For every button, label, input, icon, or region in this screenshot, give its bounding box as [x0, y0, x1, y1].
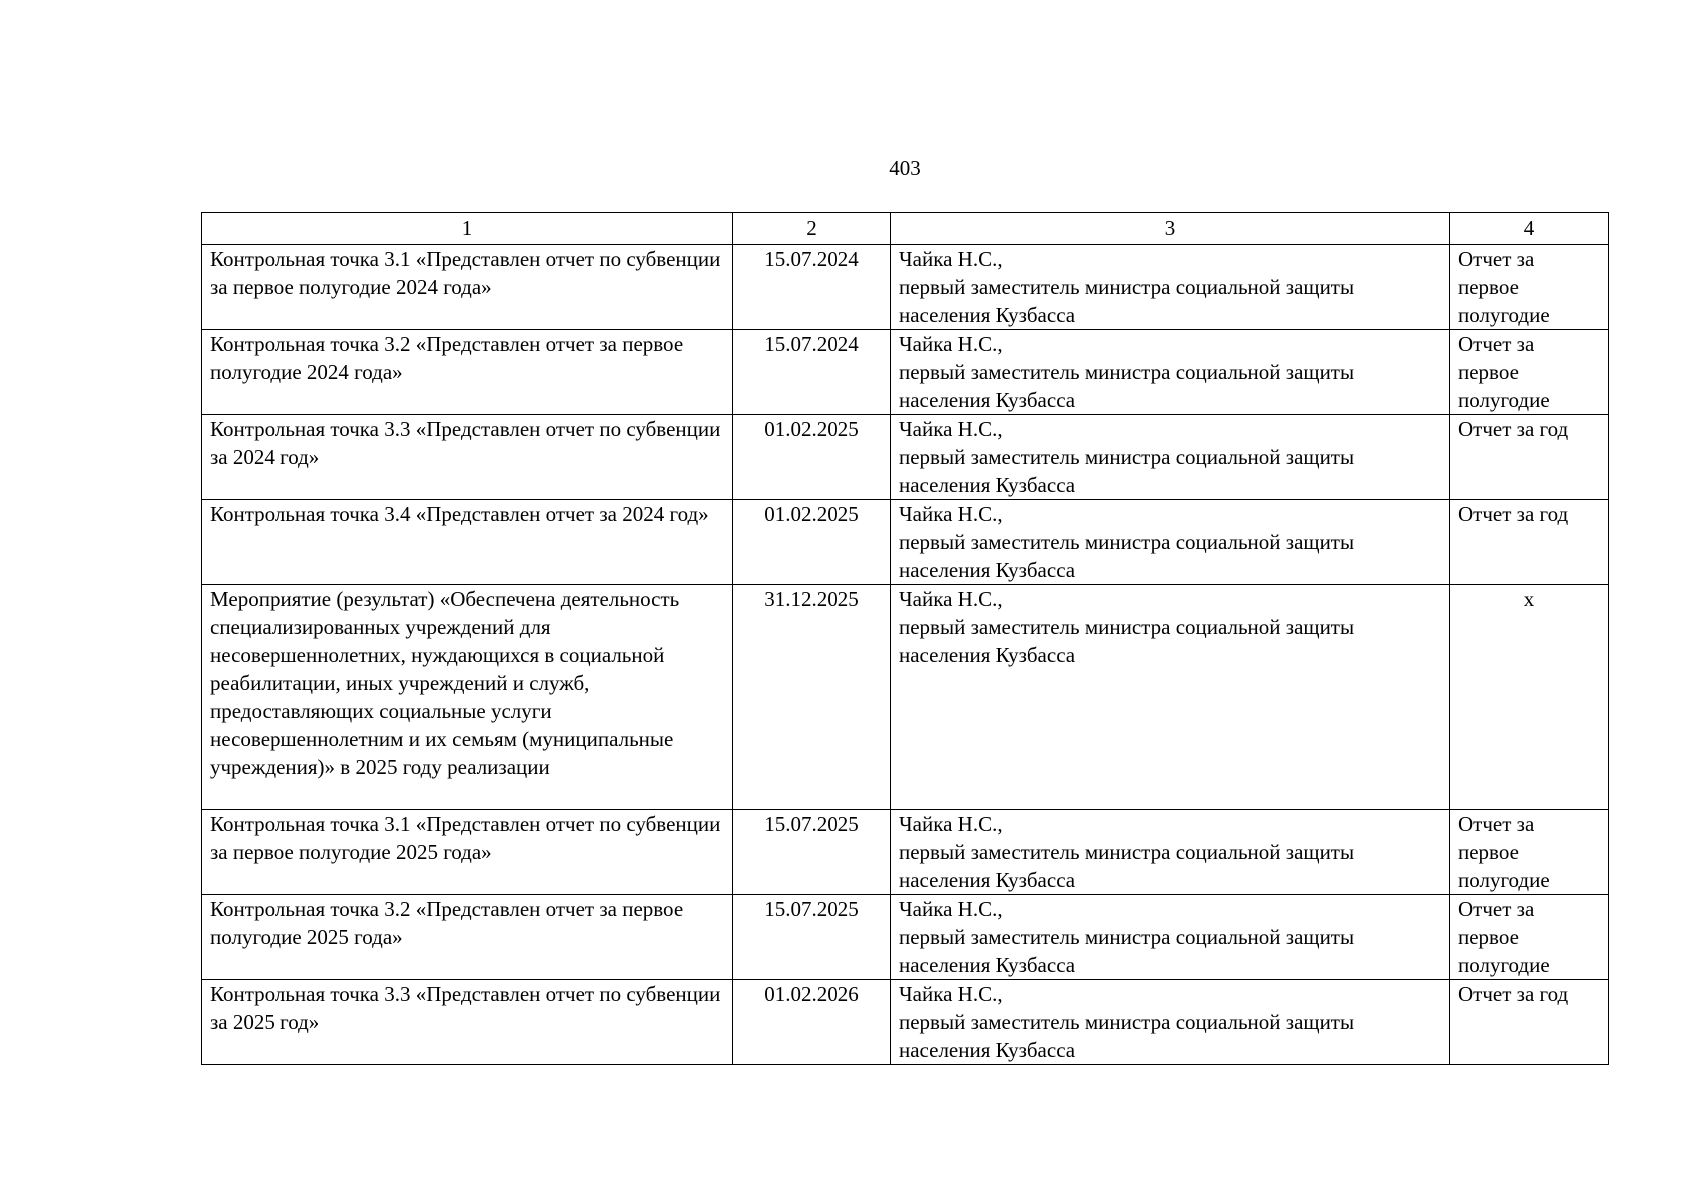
responsible-cell: [891, 500, 1450, 585]
activity-cell: Контрольная точка 3.2 «Представлен отчет за первое полугодие 2024 года»: [202, 330, 733, 415]
report-type-cell: х: [1450, 585, 1609, 810]
deadline-cell: 15.07.2024: [733, 245, 891, 330]
report-type-cell: Отчет за год: [1450, 980, 1609, 1065]
responsible-cell: [891, 810, 1450, 895]
responsible-position: первый заместитель министра социальной защиты населения Кузбасса: [899, 840, 1355, 892]
column-header-2: 2: [733, 213, 891, 245]
table-row: [202, 245, 1609, 330]
table-row: [202, 810, 1609, 895]
report-type-cell: Отчет за год: [1450, 500, 1609, 585]
responsible-position: первый заместитель министра социальной защиты населения Кузбасса: [899, 925, 1355, 977]
table-row: [202, 585, 1609, 810]
responsible-cell: [891, 415, 1450, 500]
responsible-position: первый заместитель министра социальной защиты населения Кузбасса: [899, 1010, 1355, 1062]
responsible-position: первый заместитель министра социальной защиты населения Кузбасса: [899, 275, 1355, 327]
table-row: [202, 500, 1609, 585]
activity-cell: Контрольная точка 3.2 «Представлен отчет за первое полугодие 2025 года»: [202, 895, 733, 980]
table-row: [202, 980, 1609, 1065]
deadline-cell: 01.02.2026: [733, 980, 891, 1065]
table-row: [202, 415, 1609, 500]
page-number: 403: [889, 156, 921, 180]
deadline-cell: 01.02.2025: [733, 415, 891, 500]
deadline-cell: 01.02.2025: [733, 500, 891, 585]
responsible-name: Чайка Н.С.,: [899, 982, 1003, 1006]
deadline-cell: 15.07.2024: [733, 330, 891, 415]
activity-cell: Контрольная точка 3.1 «Представлен отчет по субвенции за первое полугодие 2025 года»: [202, 810, 733, 895]
column-header-3: 3: [891, 213, 1450, 245]
responsible-cell: [891, 980, 1450, 1065]
activity-cell: Контрольная точка 3.1 «Представлен отчет по субвенции за первое полугодие 2024 года»: [202, 245, 733, 330]
report-type-cell: Отчет за год: [1450, 415, 1609, 500]
responsible-position: первый заместитель министра социальной защиты населения Кузбасса: [899, 445, 1355, 497]
activity-cell: Контрольная точка 3.4 «Представлен отчет за 2024 год»: [202, 500, 733, 585]
responsible-position: первый заместитель министра социальной защиты населения Кузбасса: [899, 530, 1355, 582]
table-row: [202, 895, 1609, 980]
column-header-1: 1: [202, 213, 733, 245]
activity-cell: Мероприятие (результат) «Обеспечена деятельность специализированных учреждений для несовершеннолетних, нуждающихся в социальной реабилитации, иных учреждений и служб, предоставляющих социальные услуги несовершеннолетним и их семьям (муниципальные учреждения)» в 2025 году реализации: [202, 585, 733, 810]
column-header-4: 4: [1450, 213, 1609, 245]
control-points-table: [201, 212, 1609, 1065]
responsible-name: Чайка Н.С.,: [899, 587, 1003, 611]
responsible-cell: [891, 895, 1450, 980]
responsible-cell: [891, 330, 1450, 415]
report-type-cell: Отчет за первое полугодие: [1450, 810, 1609, 895]
report-type-cell: Отчет за первое полугодие: [1450, 895, 1609, 980]
table-row: [202, 330, 1609, 415]
deadline-cell: 31.12.2025: [733, 585, 891, 810]
report-type-cell: Отчет за первое полугодие: [1450, 245, 1609, 330]
responsible-name: Чайка Н.С.,: [899, 502, 1003, 526]
deadline-cell: 15.07.2025: [733, 895, 891, 980]
responsible-name: Чайка Н.С.,: [899, 332, 1003, 356]
responsible-name: Чайка Н.С.,: [899, 812, 1003, 836]
table-header-row: [202, 213, 1609, 245]
responsible-name: Чайка Н.С.,: [899, 897, 1003, 921]
activity-cell: Контрольная точка 3.3 «Представлен отчет по субвенции за 2025 год»: [202, 980, 733, 1065]
report-type-cell: Отчет за первое полугодие: [1450, 330, 1609, 415]
responsible-name: Чайка Н.С.,: [899, 417, 1003, 441]
deadline-cell: 15.07.2025: [733, 810, 891, 895]
responsible-position: первый заместитель министра социальной защиты населения Кузбасса: [899, 615, 1355, 667]
responsible-cell: [891, 245, 1450, 330]
responsible-position: первый заместитель министра социальной защиты населения Кузбасса: [899, 360, 1355, 412]
responsible-cell: [891, 585, 1450, 810]
responsible-name: Чайка Н.С.,: [899, 247, 1003, 271]
activity-cell: Контрольная точка 3.3 «Представлен отчет по субвенции за 2024 год»: [202, 415, 733, 500]
